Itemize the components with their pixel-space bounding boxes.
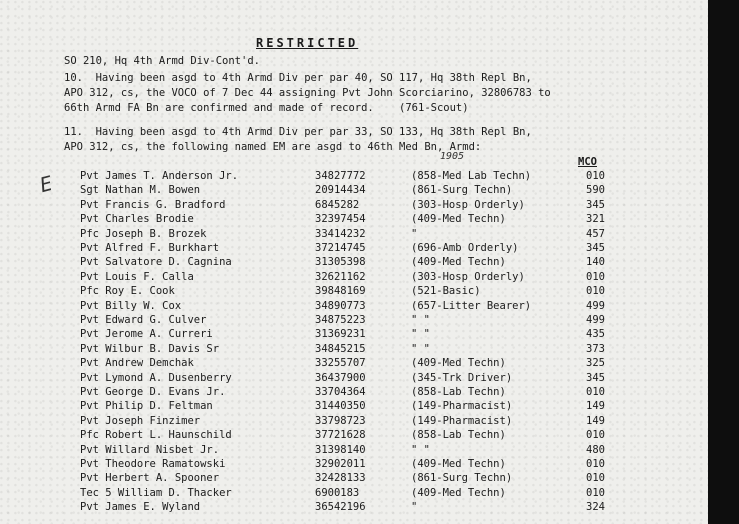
roster-serial: 33798723 (315, 414, 366, 427)
roster-mco: 010 (586, 458, 605, 470)
roster-mco: 345 (586, 198, 605, 211)
roster-row (0, 314, 708, 327)
roster-spec: (409-Med Techn) (411, 486, 506, 499)
roster-row (0, 170, 708, 183)
roster-serial: 32621162 (315, 270, 366, 283)
roster-row (0, 372, 708, 385)
roster-spec: (409-Med Techn) (411, 357, 506, 370)
roster-serial: 6900183 (315, 486, 360, 499)
roster-row (0, 386, 708, 399)
roster-name: Sgt Nathan M. Bowen (80, 184, 201, 197)
paragraph-10: 10. Having been asgd to 4th Armd Div per par 40, SO 117, Hq 38th Repl Bn, APO 312, cs, the VOCO of 7 Dec 44 assigning Pvt John Scorciarino, 32806783 to 66th Armd FA Bn are confirmed and made of record. (761-Scout) (64, 72, 551, 114)
roster-spec: (149-Pharmacist) (411, 414, 513, 427)
roster-mco: 345 (586, 242, 605, 254)
roster-name: Pvt Joseph Finzimer (80, 414, 201, 427)
roster-row (0, 328, 708, 341)
roster-serial: 33704364 (315, 386, 366, 398)
roster-serial: 31440350 (315, 400, 366, 413)
roster-serial: 37214745 (315, 242, 366, 254)
roster-mco: 345 (586, 371, 605, 384)
roster-row (0, 228, 708, 241)
roster-row (0, 357, 708, 370)
roster-mco: 480 (586, 443, 605, 456)
roster-mco: 149 (586, 400, 605, 413)
order-heading: SO 210, Hq 4th Armd Div-Cont'd. (64, 55, 260, 67)
roster-row (0, 199, 708, 212)
roster-name: Pvt Herbert A. Spooner (80, 472, 220, 485)
roster-name: Pvt Andrew Demchak (80, 357, 194, 370)
roster-row (0, 242, 708, 255)
roster-row (0, 400, 708, 413)
roster-serial: 39848169 (315, 285, 366, 298)
roster-serial: 32428133 (315, 472, 366, 485)
roster-spec: (345-Trk Driver) (411, 371, 513, 384)
roster-spec: (149-Pharmacist) (411, 400, 513, 413)
roster-name: Pvt Jerome A. Curreri (80, 328, 213, 341)
roster-spec: (861-Surg Techn) (411, 184, 513, 197)
roster-row (0, 213, 708, 226)
roster-name: Pvt Alfred F. Burkhart (80, 242, 220, 254)
roster-serial: 36437900 (315, 371, 366, 384)
roster-name: Pvt Wilbur B. Davis Sr (80, 342, 220, 355)
roster-serial: 31305398 (315, 256, 366, 269)
roster-serial: 31369231 (315, 328, 366, 341)
roster-spec: (861-Surg Techn) (411, 472, 513, 485)
roster-name: Pvt Salvatore D. Cagnina (80, 256, 232, 269)
roster-mco: 010 (586, 170, 605, 182)
roster-name: Pvt Billy W. Cox (80, 299, 182, 312)
roster-spec: (858-Lab Techn) (411, 386, 506, 398)
roster-spec: (858-Med Lab Techn) (411, 170, 532, 182)
paragraph-11: 11. Having been asgd to 4th Armd Div per par 33, SO 133, Hq 38th Repl Bn, APO 312, cs, the following named EM are asgd to 46th Med Bn, Armd: (64, 126, 532, 153)
roster-mco: 010 (586, 429, 605, 442)
roster-spec: " (411, 501, 418, 514)
roster-spec: (303-Hosp Orderly) (411, 270, 525, 283)
roster-row (0, 343, 708, 356)
roster-name: Pfc Joseph B. Brozek (80, 227, 207, 240)
roster-row (0, 444, 708, 457)
roster-row (0, 472, 708, 485)
roster-name: Pvt Lymond A. Dusenberry (80, 371, 232, 384)
roster-row (0, 429, 708, 442)
roster-serial: 33414232 (315, 227, 366, 240)
roster-name: Pvt Philip D. Feltman (80, 400, 213, 413)
mco-column-header: MCO (578, 156, 597, 168)
roster-row (0, 184, 708, 197)
roster-mco: 140 (586, 256, 605, 269)
roster-serial: 33255707 (315, 357, 366, 370)
classification-title: RESTRICTED (256, 36, 359, 50)
roster-serial: 34890773 (315, 299, 366, 312)
roster-mco: 590 (586, 184, 605, 197)
roster-name: Pvt James T. Anderson Jr. (80, 170, 239, 182)
roster-name: Pvt George D. Evans Jr. (80, 386, 226, 398)
roster-mco: 499 (586, 299, 605, 312)
roster-row (0, 271, 708, 284)
margin-check-mark: E (37, 170, 55, 198)
roster-name: Pvt James E. Wyland (80, 501, 201, 514)
roster-serial: 31398140 (315, 443, 366, 456)
roster-serial: 34845215 (315, 342, 366, 355)
roster-name: Pfc Robert L. Haunschild (80, 429, 232, 442)
roster-spec: " " (411, 314, 430, 326)
roster-mco: 325 (586, 357, 605, 370)
roster-mco: 499 (586, 314, 605, 326)
roster-name: Pfc Roy E. Cook (80, 285, 175, 298)
roster-mco: 010 (586, 386, 605, 398)
roster-name: Pvt Edward G. Culver (80, 314, 207, 326)
roster-spec: " " (411, 342, 430, 355)
roster-serial: 32902011 (315, 458, 366, 470)
handwritten-annotation: 1905 (440, 151, 465, 162)
roster-serial: 20914434 (315, 184, 366, 197)
roster-row (0, 501, 708, 514)
roster-spec: " " (411, 328, 430, 341)
roster-spec: (521-Basic) (411, 285, 481, 298)
roster-serial: 6845282 (315, 198, 360, 211)
roster-spec: (409-Med Techn) (411, 256, 506, 269)
roster-serial: 34827772 (315, 170, 366, 182)
roster-row (0, 487, 708, 500)
roster-row (0, 256, 708, 269)
roster-spec: " " (411, 443, 430, 456)
roster-mco: 010 (586, 285, 605, 298)
roster-mco: 010 (586, 486, 605, 499)
roster-spec: (657-Litter Bearer) (411, 299, 532, 312)
roster-row (0, 415, 708, 428)
roster-spec: (696-Amb Orderly) (411, 242, 519, 254)
roster-spec: (409-Med Techn) (411, 213, 506, 226)
roster-mco: 010 (586, 472, 605, 485)
roster-name: Pvt Charles Brodie (80, 213, 194, 226)
roster-name: Pvt Willard Nisbet Jr. (80, 443, 220, 456)
roster-row (0, 300, 708, 313)
roster-mco: 321 (586, 213, 605, 226)
roster-serial: 32397454 (315, 213, 366, 226)
roster-name: Pvt Louis F. Calla (80, 270, 194, 283)
roster-row (0, 458, 708, 471)
roster-name: Pvt Theodore Ramatowski (80, 458, 226, 470)
roster-serial: 36542196 (315, 501, 366, 514)
roster-mco: 457 (586, 227, 605, 240)
roster-mco: 324 (586, 501, 605, 514)
roster-name: Tec 5 William D. Thacker (80, 486, 232, 499)
roster-spec: " (411, 227, 418, 240)
roster-serial: 34875223 (315, 314, 366, 326)
roster-mco: 373 (586, 342, 605, 355)
roster-mco: 149 (586, 414, 605, 427)
roster-spec: (409-Med Techn) (411, 458, 506, 470)
roster-spec: (303-Hosp Orderly) (411, 198, 525, 211)
scan-dark-edge (708, 0, 739, 524)
roster-name: Pvt Francis G. Bradford (80, 198, 226, 211)
roster-serial: 37721628 (315, 429, 366, 442)
roster-mco: 010 (586, 270, 605, 283)
roster-row (0, 285, 708, 298)
roster-mco: 435 (586, 328, 605, 341)
roster-spec: (858-Lab Techn) (411, 429, 506, 442)
